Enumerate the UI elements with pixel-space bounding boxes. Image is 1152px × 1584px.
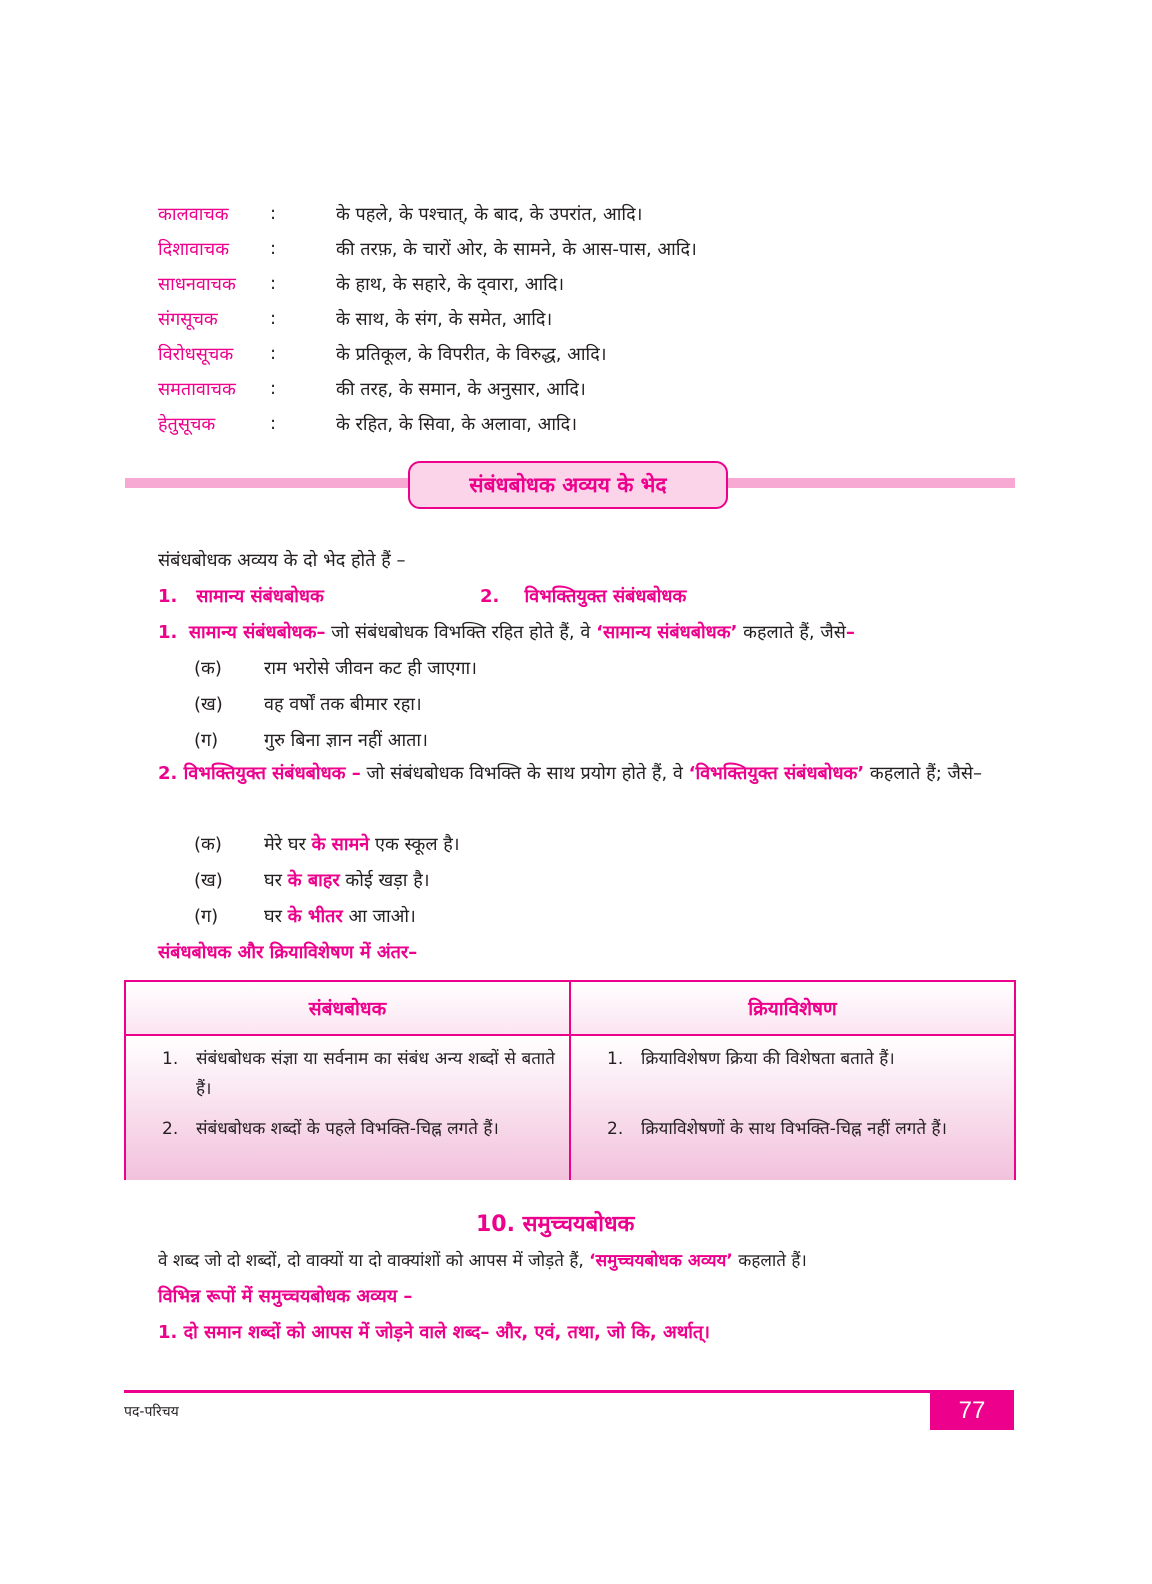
type-name: विरोधसूचक <box>158 343 234 365</box>
example-highlight: के सामने <box>311 834 370 855</box>
type-row <box>158 371 858 406</box>
definition-2 <box>124 757 1014 791</box>
type-colon: : <box>270 203 277 224</box>
example-post: कोई खड़ा है। <box>339 870 430 891</box>
footer-title: पद-परिचय <box>124 1404 179 1420</box>
section-10-definition <box>158 1248 807 1271</box>
table-item <box>162 1114 555 1144</box>
kind-1-num: 1. <box>158 586 178 607</box>
type-colon: : <box>270 343 277 364</box>
example-pre: घर <box>264 870 288 891</box>
definition-1-text: जो संबंधबोधक विभक्ति रहित होते हैं, वे <box>325 622 597 643</box>
example-label: (ग) <box>194 906 219 927</box>
definition-1-num: 1. <box>158 622 178 643</box>
table-header-row <box>126 982 1014 1036</box>
example-post: आ जाओ। <box>342 906 416 927</box>
definition-2-tail: कहलाते हैं; जैसे– <box>864 763 983 784</box>
type-list <box>158 196 858 441</box>
type-name: साधनवाचक <box>158 273 236 295</box>
type-examples: के साथ, के संग, के समेत, आदि। <box>336 308 553 330</box>
type-row <box>158 406 858 441</box>
table-body-row <box>126 1036 1014 1180</box>
example-label: (क) <box>194 658 222 679</box>
type-colon: : <box>270 308 277 329</box>
comparison-table <box>124 980 1016 1180</box>
type-examples: के प्रतिकूल, के विपरीत, के विरुद्ध, आदि। <box>336 343 607 365</box>
table-header-cell: क्रियाविशेषण <box>748 998 837 1020</box>
definition-1-term: सामान्य संबंधबोधक– <box>188 622 326 643</box>
table-item-text: संबंधबोधक शब्दों के पहले विभक्ति-चिह्न लगते हैं। <box>196 1119 499 1139</box>
kind-2-num: 2. <box>480 586 500 607</box>
type-row <box>158 266 858 301</box>
example-label: (ख) <box>194 870 223 891</box>
type-row <box>158 336 858 371</box>
type-examples: के पहले, के पश्चात्, के बाद, के उपरांत, आदि। <box>336 203 643 225</box>
example-text: राम भरोसे जीवन कट ही जाएगा। <box>264 658 477 679</box>
type-name: कालवाचक <box>158 203 229 225</box>
example-item <box>194 904 416 928</box>
kind-2-label: विभक्तियुक्त संबंधबोधक <box>524 586 687 607</box>
example-item <box>194 656 477 680</box>
page-number: 77 <box>958 1397 986 1424</box>
table-item-num: 1. <box>162 1049 179 1069</box>
type-name: समतावाचक <box>158 378 236 400</box>
type-name: संगसूचक <box>158 308 218 330</box>
table-item-num: 2. <box>607 1119 624 1139</box>
section-10-point-1: 1. दो समान शब्दों को आपस में जोड़ने वाले शब्द– और, एवं, तथा, जो कि, अर्थात्। <box>158 1322 710 1343</box>
section-10-def-tail: कहलाते हैं। <box>732 1251 807 1271</box>
section-heading: संबंधबोधक अव्यय के भेद <box>469 473 667 497</box>
page-number-badge <box>930 1392 1014 1430</box>
type-examples: की तरफ़, के चारों ओर, के सामने, के आस-पास, आदि। <box>336 238 697 260</box>
example-label: (ग) <box>194 730 219 751</box>
table-item-text: संबंधबोधक संज्ञा या सर्वनाम का संबंध अन्य शब्दों से बताते हैं। <box>196 1049 555 1099</box>
type-examples: की तरह, के समान, के अनुसार, आदि। <box>336 378 586 400</box>
section-10-def-text: वे शब्द जो दो शब्दों, दो वाक्यों या दो वाक्यांशों को आपस में जोड़ते हैं, <box>158 1251 590 1271</box>
kind-2 <box>480 584 686 608</box>
table-column-right <box>571 1036 1014 1180</box>
type-examples: के रहित, के सिवा, के अलावा, आदि। <box>336 413 578 435</box>
type-examples: के हाथ, के सहारे, के द्‌वारा, आदि। <box>336 273 565 295</box>
definition-2-term: 2. विभक्तियुक्त संबंधबोधक – <box>158 763 361 784</box>
table-item <box>162 1044 555 1104</box>
example-text: वह वर्षों तक बीमार रहा। <box>264 694 422 715</box>
table-item-num: 1. <box>607 1049 624 1069</box>
example-pre: मेरे घर <box>264 834 312 855</box>
section-10-subheading: विभिन्न रूपों में समुच्चयबोधक अव्यय – <box>158 1286 413 1307</box>
example-item <box>194 728 428 752</box>
type-name: हेतुसूचक <box>158 413 216 435</box>
table-header-cell: संबंधबोधक <box>126 982 571 1034</box>
example-item <box>194 692 422 716</box>
type-colon: : <box>270 238 277 259</box>
definition-2-text: जो संबंधबोधक विभक्ति के साथ प्रयोग होते हैं, वे <box>360 763 689 784</box>
example-pre: घर <box>264 906 288 927</box>
table-item <box>607 1114 1000 1144</box>
section-10-def-quote: ‘समुच्चयबोधक अव्यय’ <box>589 1251 733 1271</box>
type-colon: : <box>270 273 277 294</box>
table-item <box>607 1044 1000 1074</box>
definition-2-quote: ‘विभक्तियुक्त संबंधबोधक’ <box>688 763 865 784</box>
definition-1-quote: ‘सामान्य संबंधबोधक’ <box>596 622 738 643</box>
example-label: (क) <box>194 834 222 855</box>
type-colon: : <box>270 413 277 434</box>
example-item <box>194 832 460 856</box>
footer-rule <box>124 1390 1014 1393</box>
type-row <box>158 196 858 231</box>
type-colon: : <box>270 378 277 399</box>
example-highlight: के भीतर <box>287 906 343 927</box>
table-column-left <box>126 1036 571 1180</box>
intro-text: संबंधबोधक अव्यय के दो भेद होते हैं – <box>158 550 406 571</box>
kind-1 <box>158 584 324 608</box>
type-row <box>158 231 858 266</box>
definition-1-tail: कहलाते हैं, जैसे <box>737 622 846 643</box>
type-row <box>158 301 858 336</box>
section-10-title: 10. समुच्चयबोधक <box>476 1212 635 1237</box>
table-item-text: क्रियाविशेषण क्रिया की विशेषता बताते हैं। <box>641 1049 895 1069</box>
table-item-num: 2. <box>162 1119 179 1139</box>
section-banner <box>408 461 728 509</box>
example-post: एक स्कूल है। <box>369 834 460 855</box>
type-name: दिशावाचक <box>158 238 230 260</box>
example-label: (ख) <box>194 694 223 715</box>
definition-1-dash: – <box>845 622 855 643</box>
difference-heading: संबंधबोधक और क्रियाविशेषण में अंतर– <box>158 942 418 963</box>
example-text: गुरु बिना ज्ञान नहीं आता। <box>264 730 428 751</box>
definition-1 <box>158 620 855 644</box>
example-highlight: के बाहर <box>287 870 340 891</box>
kind-1-label: सामान्य संबंधबोधक <box>196 586 324 607</box>
example-item <box>194 868 430 892</box>
table-item-text: क्रियाविशेषणों के साथ विभक्ति-चिह्न नहीं लगते हैं। <box>641 1119 947 1139</box>
